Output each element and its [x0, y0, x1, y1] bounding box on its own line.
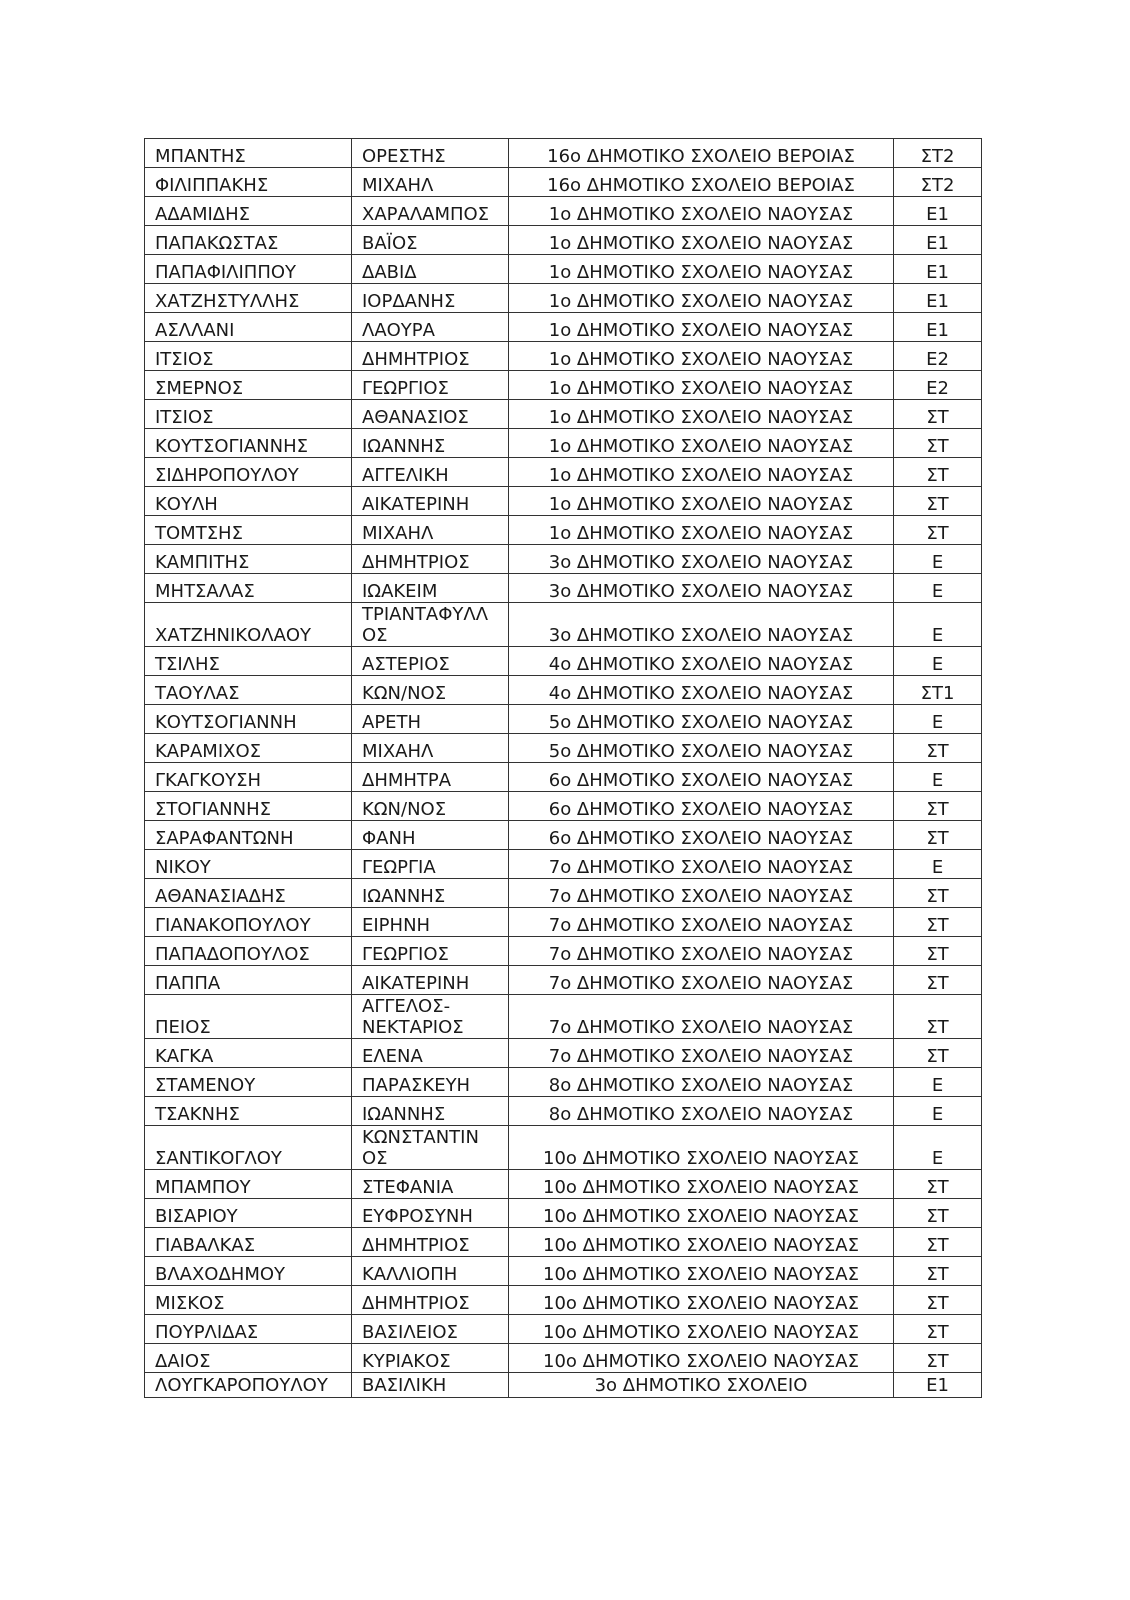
table-row — [145, 1039, 982, 1068]
class-cell: ΣΤ — [894, 937, 982, 966]
last-name-cell: ΧΑΤΖΗΝΙΚΟΛΑΟΥ — [145, 603, 352, 647]
last-name-cell: ΔΑΙΟΣ — [145, 1344, 352, 1373]
last-name-cell: ΚΑΓΚΑ — [145, 1039, 352, 1068]
last-name-cell: ΠΑΠΑΔΟΠΟΥΛΟΣ — [145, 937, 352, 966]
first-name-cell: ΑΙΚΑΤΕΡΙΝΗ — [352, 487, 509, 516]
table-row — [145, 966, 982, 995]
class-cell: Ε — [894, 763, 982, 792]
school-cell: 1ο ΔΗΜΟΤΙΚΟ ΣΧΟΛΕΙΟ ΝΑΟΥΣΑΣ — [509, 371, 894, 400]
table-row — [145, 226, 982, 255]
class-cell: ΣΤ — [894, 516, 982, 545]
school-cell: 5ο ΔΗΜΟΤΙΚΟ ΣΧΟΛΕΙΟ ΝΑΟΥΣΑΣ — [509, 734, 894, 763]
last-name-cell: ΑΔΑΜΙΔΗΣ — [145, 197, 352, 226]
first-name-cell: ΙΩΑΝΝΗΣ — [352, 429, 509, 458]
table-row — [145, 1170, 982, 1199]
school-cell: 10ο ΔΗΜΟΤΙΚΟ ΣΧΟΛΕΙΟ ΝΑΟΥΣΑΣ — [509, 1257, 894, 1286]
first-name-cell: ΚΩΝΣΤΑΝΤΙΝ ΟΣ — [352, 1126, 509, 1170]
class-cell: Ε — [894, 1126, 982, 1170]
school-cell: 8ο ΔΗΜΟΤΙΚΟ ΣΧΟΛΕΙΟ ΝΑΟΥΣΑΣ — [509, 1097, 894, 1126]
last-name-cell: ΧΑΤΖΗΣΤΥΛΛΗΣ — [145, 284, 352, 313]
table-row — [145, 879, 982, 908]
class-cell: Ε — [894, 1097, 982, 1126]
school-cell: 5ο ΔΗΜΟΤΙΚΟ ΣΧΟΛΕΙΟ ΝΑΟΥΣΑΣ — [509, 705, 894, 734]
school-cell: 6ο ΔΗΜΟΤΙΚΟ ΣΧΟΛΕΙΟ ΝΑΟΥΣΑΣ — [509, 821, 894, 850]
first-name-cell: ΔΗΜΗΤΡΑ — [352, 763, 509, 792]
class-cell: Ε — [894, 647, 982, 676]
class-cell: Ε2 — [894, 371, 982, 400]
school-cell: 1ο ΔΗΜΟΤΙΚΟ ΣΧΟΛΕΙΟ ΝΑΟΥΣΑΣ — [509, 400, 894, 429]
school-cell: 1ο ΔΗΜΟΤΙΚΟ ΣΧΟΛΕΙΟ ΝΑΟΥΣΑΣ — [509, 516, 894, 545]
table-row — [145, 763, 982, 792]
class-cell: ΣΤ2 — [894, 139, 982, 168]
table-row — [145, 458, 982, 487]
last-name-cell: ΠΕΙΟΣ — [145, 995, 352, 1039]
class-cell: ΣΤ — [894, 908, 982, 937]
first-name-cell: ΠΑΡΑΣΚΕΥΗ — [352, 1068, 509, 1097]
school-cell: 1ο ΔΗΜΟΤΙΚΟ ΣΧΟΛΕΙΟ ΝΑΟΥΣΑΣ — [509, 197, 894, 226]
school-cell: 6ο ΔΗΜΟΤΙΚΟ ΣΧΟΛΕΙΟ ΝΑΟΥΣΑΣ — [509, 792, 894, 821]
first-name-cell: ΜΙΧΑΗΛ — [352, 734, 509, 763]
class-cell: ΣΤ — [894, 429, 982, 458]
class-cell: Ε — [894, 545, 982, 574]
school-cell: 7ο ΔΗΜΟΤΙΚΟ ΣΧΟΛΕΙΟ ΝΑΟΥΣΑΣ — [509, 937, 894, 966]
table-row — [145, 995, 982, 1039]
first-name-cell: ΙΟΡΔΑΝΗΣ — [352, 284, 509, 313]
last-name-cell: ΙΤΣΙΟΣ — [145, 400, 352, 429]
school-cell: 1ο ΔΗΜΟΤΙΚΟ ΣΧΟΛΕΙΟ ΝΑΟΥΣΑΣ — [509, 487, 894, 516]
student-roster-table — [144, 138, 982, 1398]
last-name-cell: ΑΘΑΝΑΣΙΑΔΗΣ — [145, 879, 352, 908]
last-name-cell: ΜΠΑΝΤΗΣ — [145, 139, 352, 168]
last-name-cell: ΤΣΙΛΗΣ — [145, 647, 352, 676]
table-row — [145, 705, 982, 734]
first-name-cell: ΚΩΝ/ΝΟΣ — [352, 676, 509, 705]
class-cell: ΣΤ — [894, 966, 982, 995]
last-name-cell: ΜΠΑΜΠΟΥ — [145, 1170, 352, 1199]
table-row — [145, 255, 982, 284]
class-cell: ΣΤ1 — [894, 676, 982, 705]
class-cell: ΣΤ — [894, 1315, 982, 1344]
last-name-cell: ΜΗΤΣΑΛΑΣ — [145, 574, 352, 603]
school-cell: 7ο ΔΗΜΟΤΙΚΟ ΣΧΟΛΕΙΟ ΝΑΟΥΣΑΣ — [509, 966, 894, 995]
school-cell: 1ο ΔΗΜΟΤΙΚΟ ΣΧΟΛΕΙΟ ΝΑΟΥΣΑΣ — [509, 458, 894, 487]
class-cell: ΣΤ — [894, 458, 982, 487]
school-cell: 1ο ΔΗΜΟΤΙΚΟ ΣΧΟΛΕΙΟ ΝΑΟΥΣΑΣ — [509, 284, 894, 313]
last-name-cell: ΦΙΛΙΠΠΑΚΗΣ — [145, 168, 352, 197]
last-name-cell: ΛΟΥΓΚΑΡΟΠΟΥΛΟΥ — [145, 1373, 352, 1398]
class-cell: Ε — [894, 850, 982, 879]
first-name-cell: ΑΓΓΕΛΙΚΗ — [352, 458, 509, 487]
last-name-cell: ΣΑΝΤΙΚΟΓΛΟΥ — [145, 1126, 352, 1170]
class-cell: ΣΤ2 — [894, 168, 982, 197]
school-cell: 1ο ΔΗΜΟΤΙΚΟ ΣΧΟΛΕΙΟ ΝΑΟΥΣΑΣ — [509, 342, 894, 371]
class-cell: Ε — [894, 603, 982, 647]
last-name-cell: ΝΙΚΟΥ — [145, 850, 352, 879]
last-name-cell: ΤΟΜΤΣΗΣ — [145, 516, 352, 545]
class-cell: Ε1 — [894, 255, 982, 284]
school-cell: 1ο ΔΗΜΟΤΙΚΟ ΣΧΟΛΕΙΟ ΝΑΟΥΣΑΣ — [509, 429, 894, 458]
school-cell: 3ο ΔΗΜΟΤΙΚΟ ΣΧΟΛΕΙΟ ΝΑΟΥΣΑΣ — [509, 603, 894, 647]
school-cell: 3ο ΔΗΜΟΤΙΚΟ ΣΧΟΛΕΙΟ ΝΑΟΥΣΑΣ — [509, 545, 894, 574]
first-name-cell: ΑΣΤΕΡΙΟΣ — [352, 647, 509, 676]
school-cell: 4ο ΔΗΜΟΤΙΚΟ ΣΧΟΛΕΙΟ ΝΑΟΥΣΑΣ — [509, 647, 894, 676]
school-cell: 7ο ΔΗΜΟΤΙΚΟ ΣΧΟΛΕΙΟ ΝΑΟΥΣΑΣ — [509, 995, 894, 1039]
table-row — [145, 516, 982, 545]
class-cell: ΣΤ — [894, 734, 982, 763]
class-cell: ΣΤ — [894, 487, 982, 516]
school-cell: 8ο ΔΗΜΟΤΙΚΟ ΣΧΟΛΕΙΟ ΝΑΟΥΣΑΣ — [509, 1068, 894, 1097]
table-row — [145, 1126, 982, 1170]
last-name-cell: ΚΟΥΛΗ — [145, 487, 352, 516]
table-row — [145, 197, 982, 226]
last-name-cell: ΚΟΥΤΣΟΓΙΑΝΝΗ — [145, 705, 352, 734]
class-cell: Ε1 — [894, 226, 982, 255]
last-name-cell: ΓΙΑΝΑΚΟΠΟΥΛΟΥ — [145, 908, 352, 937]
table-row — [145, 850, 982, 879]
school-cell: 10ο ΔΗΜΟΤΙΚΟ ΣΧΟΛΕΙΟ ΝΑΟΥΣΑΣ — [509, 1315, 894, 1344]
last-name-cell: ΜΙΣΚΟΣ — [145, 1286, 352, 1315]
class-cell: Ε — [894, 705, 982, 734]
school-cell: 3ο ΔΗΜΟΤΙΚΟ ΣΧΟΛΕΙΟ ΝΑΟΥΣΑΣ — [509, 574, 894, 603]
school-cell: 7ο ΔΗΜΟΤΙΚΟ ΣΧΟΛΕΙΟ ΝΑΟΥΣΑΣ — [509, 1039, 894, 1068]
last-name-cell: ΚΑΡΑΜΙΧΟΣ — [145, 734, 352, 763]
class-cell: Ε1 — [894, 313, 982, 342]
last-name-cell: ΠΑΠΑΚΩΣΤΑΣ — [145, 226, 352, 255]
first-name-cell: ΜΙΧΑΗΛ — [352, 168, 509, 197]
first-name-cell: ΓΕΩΡΓΙΟΣ — [352, 937, 509, 966]
first-name-cell: ΣΤΕΦΑΝΙΑ — [352, 1170, 509, 1199]
school-cell: 10ο ΔΗΜΟΤΙΚΟ ΣΧΟΛΕΙΟ ΝΑΟΥΣΑΣ — [509, 1286, 894, 1315]
first-name-cell: ΙΩΑΚΕΙΜ — [352, 574, 509, 603]
first-name-cell: ΓΕΩΡΓΙΟΣ — [352, 371, 509, 400]
last-name-cell: ΚΟΥΤΣΟΓΙΑΝΝΗΣ — [145, 429, 352, 458]
last-name-cell: ΒΛΑΧΟΔΗΜΟΥ — [145, 1257, 352, 1286]
school-cell: 1ο ΔΗΜΟΤΙΚΟ ΣΧΟΛΕΙΟ ΝΑΟΥΣΑΣ — [509, 313, 894, 342]
first-name-cell: ΔΗΜΗΤΡΙΟΣ — [352, 545, 509, 574]
last-name-cell: ΣΤΑΜΕΝΟΥ — [145, 1068, 352, 1097]
class-cell: ΣΤ — [894, 1257, 982, 1286]
table-row — [145, 1315, 982, 1344]
first-name-cell: ΔΗΜΗΤΡΙΟΣ — [352, 1286, 509, 1315]
class-cell: ΣΤ — [894, 995, 982, 1039]
school-cell: 10ο ΔΗΜΟΤΙΚΟ ΣΧΟΛΕΙΟ ΝΑΟΥΣΑΣ — [509, 1344, 894, 1373]
last-name-cell: ΓΚΑΓΚΟΥΣΗ — [145, 763, 352, 792]
class-cell: ΣΤ — [894, 400, 982, 429]
table-row — [145, 487, 982, 516]
class-cell: Ε1 — [894, 284, 982, 313]
table-row — [145, 168, 982, 197]
class-cell: ΣΤ — [894, 1199, 982, 1228]
first-name-cell: ΑΓΓΕΛΟΣ- ΝΕΚΤΑΡΙΟΣ — [352, 995, 509, 1039]
first-name-cell: ΕΛΕΝΑ — [352, 1039, 509, 1068]
first-name-cell: ΒΑΣΙΛΙΚΗ — [352, 1373, 509, 1398]
last-name-cell: ΠΑΠΑΦΙΛΙΠΠΟΥ — [145, 255, 352, 284]
table-row — [145, 821, 982, 850]
table-row — [145, 400, 982, 429]
table-row — [145, 1228, 982, 1257]
first-name-cell: ΛΑΟΥΡΑ — [352, 313, 509, 342]
last-name-cell: ΓΙΑΒΑΛΚΑΣ — [145, 1228, 352, 1257]
school-cell: 3ο ΔΗΜΟΤΙΚΟ ΣΧΟΛΕΙΟ — [509, 1373, 894, 1398]
table-row — [145, 429, 982, 458]
first-name-cell: ΧΑΡΑΛΑΜΠΟΣ — [352, 197, 509, 226]
class-cell: ΣΤ — [894, 821, 982, 850]
school-cell: 10ο ΔΗΜΟΤΙΚΟ ΣΧΟΛΕΙΟ ΝΑΟΥΣΑΣ — [509, 1228, 894, 1257]
table-row — [145, 371, 982, 400]
class-cell: ΣΤ — [894, 1170, 982, 1199]
last-name-cell: ΠΟΥΡΛΙΔΑΣ — [145, 1315, 352, 1344]
table-row — [145, 1257, 982, 1286]
class-cell: Ε2 — [894, 342, 982, 371]
first-name-cell: ΙΩΑΝΝΗΣ — [352, 879, 509, 908]
last-name-cell: ΑΣΛΛΑΝΙ — [145, 313, 352, 342]
table-row — [145, 734, 982, 763]
first-name-cell: ΔΑΒΙΔ — [352, 255, 509, 284]
school-cell: 1ο ΔΗΜΟΤΙΚΟ ΣΧΟΛΕΙΟ ΝΑΟΥΣΑΣ — [509, 255, 894, 284]
table-row — [145, 603, 982, 647]
class-cell: Ε1 — [894, 197, 982, 226]
table-row — [145, 676, 982, 705]
table-row — [145, 342, 982, 371]
school-cell: 4ο ΔΗΜΟΤΙΚΟ ΣΧΟΛΕΙΟ ΝΑΟΥΣΑΣ — [509, 676, 894, 705]
school-cell: 7ο ΔΗΜΟΤΙΚΟ ΣΧΟΛΕΙΟ ΝΑΟΥΣΑΣ — [509, 908, 894, 937]
class-cell: ΣΤ — [894, 1286, 982, 1315]
last-name-cell: ΣΜΕΡΝΟΣ — [145, 371, 352, 400]
class-cell: ΣΤ — [894, 1344, 982, 1373]
school-cell: 6ο ΔΗΜΟΤΙΚΟ ΣΧΟΛΕΙΟ ΝΑΟΥΣΑΣ — [509, 763, 894, 792]
first-name-cell: ΚΩΝ/ΝΟΣ — [352, 792, 509, 821]
first-name-cell: ΕΥΦΡΟΣΥΝΗ — [352, 1199, 509, 1228]
class-cell: ΣΤ — [894, 792, 982, 821]
first-name-cell: ΚΑΛΛΙΟΠΗ — [352, 1257, 509, 1286]
first-name-cell: ΔΗΜΗΤΡΙΟΣ — [352, 342, 509, 371]
table-row — [145, 1068, 982, 1097]
school-cell: 10ο ΔΗΜΟΤΙΚΟ ΣΧΟΛΕΙΟ ΝΑΟΥΣΑΣ — [509, 1126, 894, 1170]
table-row — [145, 313, 982, 342]
last-name-cell: ΤΣΑΚΝΗΣ — [145, 1097, 352, 1126]
roster-body — [145, 139, 982, 1398]
last-name-cell: ΒΙΣΑΡΙΟΥ — [145, 1199, 352, 1228]
last-name-cell: ΣΤΟΓΙΑΝΝΗΣ — [145, 792, 352, 821]
school-cell: 1ο ΔΗΜΟΤΙΚΟ ΣΧΟΛΕΙΟ ΝΑΟΥΣΑΣ — [509, 226, 894, 255]
first-name-cell: ΕΙΡΗΝΗ — [352, 908, 509, 937]
table-row — [145, 908, 982, 937]
last-name-cell: ΤΑΟΥΛΑΣ — [145, 676, 352, 705]
first-name-cell: ΦΑΝΗ — [352, 821, 509, 850]
school-cell: 7ο ΔΗΜΟΤΙΚΟ ΣΧΟΛΕΙΟ ΝΑΟΥΣΑΣ — [509, 879, 894, 908]
school-cell: 7ο ΔΗΜΟΤΙΚΟ ΣΧΟΛΕΙΟ ΝΑΟΥΣΑΣ — [509, 850, 894, 879]
table-row — [145, 792, 982, 821]
last-name-cell: ΙΤΣΙΟΣ — [145, 342, 352, 371]
first-name-cell: ΙΩΑΝΝΗΣ — [352, 1097, 509, 1126]
first-name-cell: ΜΙΧΑΗΛ — [352, 516, 509, 545]
class-cell: ΣΤ — [894, 879, 982, 908]
school-cell: 10ο ΔΗΜΟΤΙΚΟ ΣΧΟΛΕΙΟ ΝΑΟΥΣΑΣ — [509, 1199, 894, 1228]
table-row — [145, 1373, 982, 1398]
class-cell: ΣΤ — [894, 1228, 982, 1257]
class-cell: ΣΤ — [894, 1039, 982, 1068]
first-name-cell: ΒΑΣΙΛΕΙΟΣ — [352, 1315, 509, 1344]
first-name-cell: ΤΡΙΑΝΤΑΦΥΛΛ ΟΣ — [352, 603, 509, 647]
first-name-cell: ΚΥΡΙΑΚΟΣ — [352, 1344, 509, 1373]
last-name-cell: ΣΑΡΑΦΑΝΤΩΝΗ — [145, 821, 352, 850]
first-name-cell: ΒΑΪΟΣ — [352, 226, 509, 255]
first-name-cell: ΑΘΑΝΑΣΙΟΣ — [352, 400, 509, 429]
table-row — [145, 545, 982, 574]
first-name-cell: ΑΙΚΑΤΕΡΙΝΗ — [352, 966, 509, 995]
class-cell: Ε1 — [894, 1373, 982, 1398]
class-cell: Ε — [894, 1068, 982, 1097]
table-row — [145, 647, 982, 676]
school-cell: 16ο ΔΗΜΟΤΙΚΟ ΣΧΟΛΕΙΟ ΒΕΡΟΙΑΣ — [509, 168, 894, 197]
school-cell: 16ο ΔΗΜΟΤΙΚΟ ΣΧΟΛΕΙΟ ΒΕΡΟΙΑΣ — [509, 139, 894, 168]
last-name-cell: ΠΑΠΠΑ — [145, 966, 352, 995]
table-row — [145, 937, 982, 966]
first-name-cell: ΓΕΩΡΓΙΑ — [352, 850, 509, 879]
first-name-cell: ΟΡΕΣΤΗΣ — [352, 139, 509, 168]
school-cell: 10ο ΔΗΜΟΤΙΚΟ ΣΧΟΛΕΙΟ ΝΑΟΥΣΑΣ — [509, 1170, 894, 1199]
first-name-cell: ΔΗΜΗΤΡΙΟΣ — [352, 1228, 509, 1257]
table-row — [145, 1286, 982, 1315]
table-row — [145, 139, 982, 168]
first-name-cell: ΑΡΕΤΗ — [352, 705, 509, 734]
table-row — [145, 1097, 982, 1126]
table-row — [145, 1199, 982, 1228]
last-name-cell: ΚΑΜΠΙΤΗΣ — [145, 545, 352, 574]
table-row — [145, 1344, 982, 1373]
last-name-cell: ΣΙΔΗΡΟΠΟΥΛΟΥ — [145, 458, 352, 487]
table-row — [145, 284, 982, 313]
class-cell: Ε — [894, 574, 982, 603]
table-row — [145, 574, 982, 603]
